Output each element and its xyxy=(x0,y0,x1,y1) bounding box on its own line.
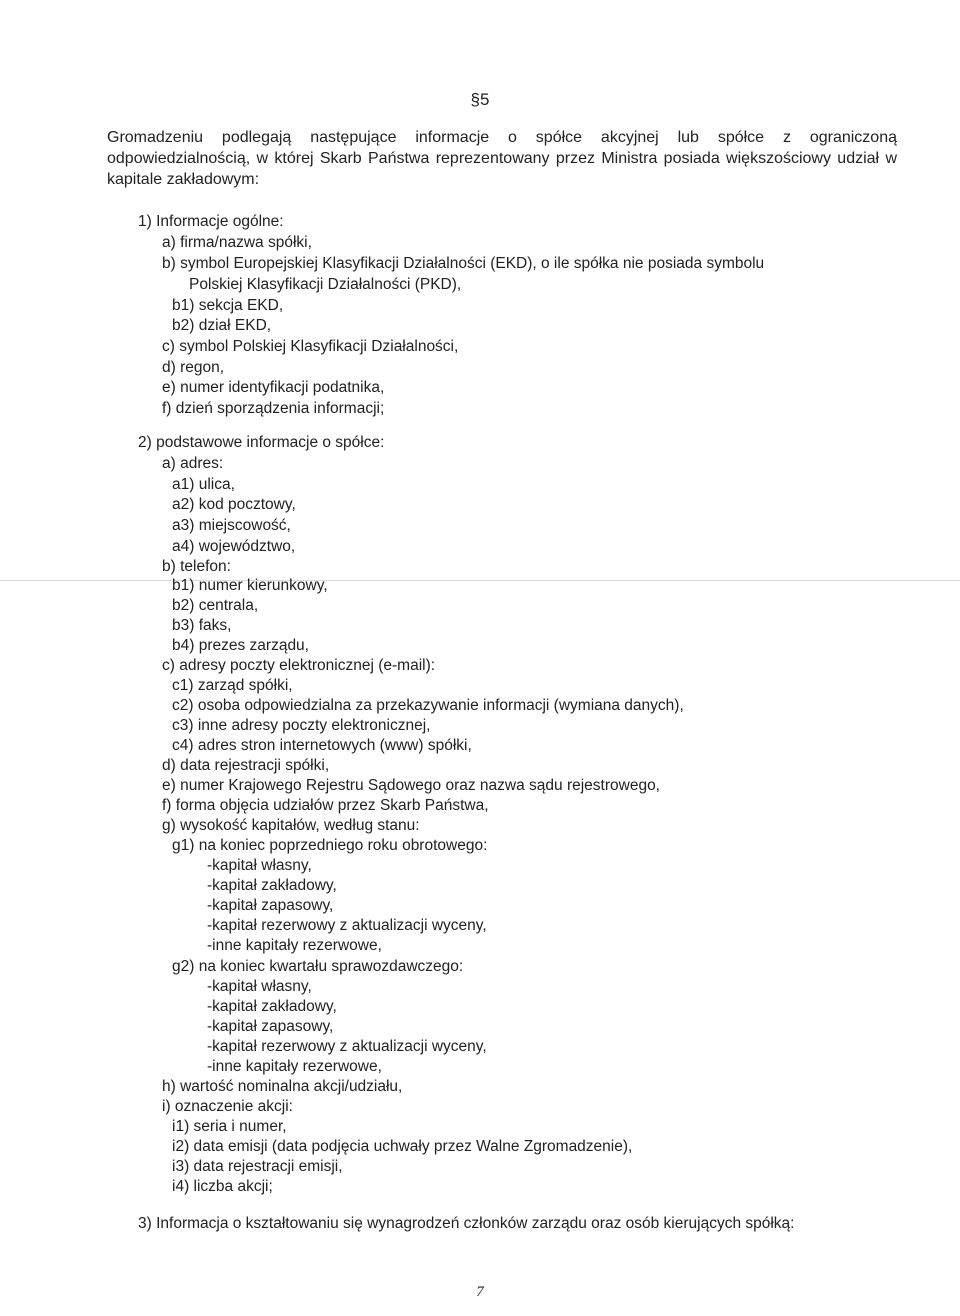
list-item-2e: e) numer Krajowego Rejestru Sądowego oraz nazwa sądu rejestrowego, xyxy=(162,777,660,794)
list-item-2g2-inne-kapitaly: -inne kapitały rezerwowe, xyxy=(207,1058,382,1075)
list-item-3: 3) Informacja o kształtowaniu się wynagrodzeń członków zarządu oraz osób kierujących spółką: xyxy=(138,1215,795,1232)
list-item-2g1-kapital-rezerwowy: -kapitał rezerwowy z aktualizacji wyceny, xyxy=(207,917,487,934)
list-item-2c1: c1) zarząd spółki, xyxy=(172,677,293,694)
list-item-2b: b) telefon: xyxy=(162,558,231,575)
list-item-1b1: b1) sekcja EKD, xyxy=(172,297,284,314)
list-item-2g1-kapital-zapasowy: -kapitał zapasowy, xyxy=(207,897,334,914)
list-item-2a1: a1) ulica, xyxy=(172,476,235,493)
list-item-2h: h) wartość nominalna akcji/udziału, xyxy=(162,1078,403,1095)
list-item-2g: g) wysokość kapitałów, według stanu: xyxy=(162,817,420,834)
list-item-2f: f) forma objęcia udziałów przez Skarb Państwa, xyxy=(162,797,489,814)
list-item-1a: a) firma/nazwa spółki, xyxy=(162,234,312,251)
list-item-2i2: i2) data emisji (data podjęcia uchwały przez Walne Zgromadzenie), xyxy=(172,1138,633,1155)
list-item-1e: e) numer identyfikacji podatnika, xyxy=(162,379,385,396)
list-item-1: 1) Informacje ogólne: xyxy=(138,213,284,230)
list-item-2b2: b2) centrala, xyxy=(172,597,259,614)
list-item-2d: d) data rejestracji spółki, xyxy=(162,757,330,774)
list-item-2g2-kapital-zapasowy: -kapitał zapasowy, xyxy=(207,1018,334,1035)
list-item-1c: c) symbol Polskiej Klasyfikacji Działalności, xyxy=(162,338,459,355)
list-item-2a2: a2) kod pocztowy, xyxy=(172,496,296,513)
list-item-2g1-kapital-wlasny: -kapitał własny, xyxy=(207,857,312,874)
list-item-2a4: a4) województwo, xyxy=(172,538,296,555)
list-item-2b4: b4) prezes zarządu, xyxy=(172,637,309,654)
list-item-2i: i) oznaczenie akcji: xyxy=(162,1098,293,1115)
list-item-2: 2) podstawowe informacje o spółce: xyxy=(138,434,385,451)
section-heading: §5 xyxy=(470,90,490,109)
list-item-2c3: c3) inne adresy poczty elektronicznej, xyxy=(172,717,431,734)
list-item-1b-cont: Polskiej Klasyfikacji Działalności (PKD), xyxy=(189,276,462,293)
page-number: 7 xyxy=(476,1284,484,1300)
list-item-2g2: g2) na koniec kwartału sprawozdawczego: xyxy=(172,958,464,975)
list-item-2g2-kapital-rezerwowy: -kapitał rezerwowy z aktualizacji wyceny, xyxy=(207,1038,487,1055)
list-item-2c: c) adresy poczty elektronicznej (e-mail): xyxy=(162,657,436,674)
list-item-2b1: b1) numer kierunkowy, xyxy=(172,577,328,594)
list-item-2g1-inne-kapitaly: -inne kapitały rezerwowe, xyxy=(207,937,382,954)
list-item-2i4: i4) liczba akcji; xyxy=(172,1178,273,1195)
list-item-2c2: c2) osoba odpowiedzialna za przekazywanie informacji (wymiana danych), xyxy=(172,697,684,714)
list-item-2b3: b3) faks, xyxy=(172,617,232,634)
list-item-1b: b) symbol Europejskiej Klasyfikacji Działalności (EKD), o ile spółka nie posiada symbolu xyxy=(162,255,765,272)
intro-paragraph: Gromadzeniu podlegają następujące informacje o spółce akcyjnej lub spółce z ograniczoną odpowiedzialnością, w której Skarb Państwa reprezentowany przez Ministra posiada większościowy udział w kapitale zakładowym: xyxy=(107,129,897,188)
list-item-1f: f) dzień sporządzenia informacji; xyxy=(162,400,385,417)
scan-artifact-line xyxy=(0,580,960,581)
list-item-1d: d) regon, xyxy=(162,359,225,376)
list-item-2a3: a3) miejscowość, xyxy=(172,517,291,534)
list-item-1b2: b2) dział EKD, xyxy=(172,317,272,334)
list-item-2g2-kapital-zakladowy: -kapitał zakładowy, xyxy=(207,998,337,1015)
list-item-2a: a) adres: xyxy=(162,455,224,472)
list-item-2g1: g1) na koniec poprzedniego roku obrotowego: xyxy=(172,837,488,854)
list-item-2c4: c4) adres stron internetowych (www) spółki, xyxy=(172,737,472,754)
list-item-2i3: i3) data rejestracji emisji, xyxy=(172,1158,343,1175)
list-item-2i1: i1) seria i numer, xyxy=(172,1118,287,1135)
list-item-2g1-kapital-zakladowy: -kapitał zakładowy, xyxy=(207,877,337,894)
list-item-2g2-kapital-wlasny: -kapitał własny, xyxy=(207,978,312,995)
